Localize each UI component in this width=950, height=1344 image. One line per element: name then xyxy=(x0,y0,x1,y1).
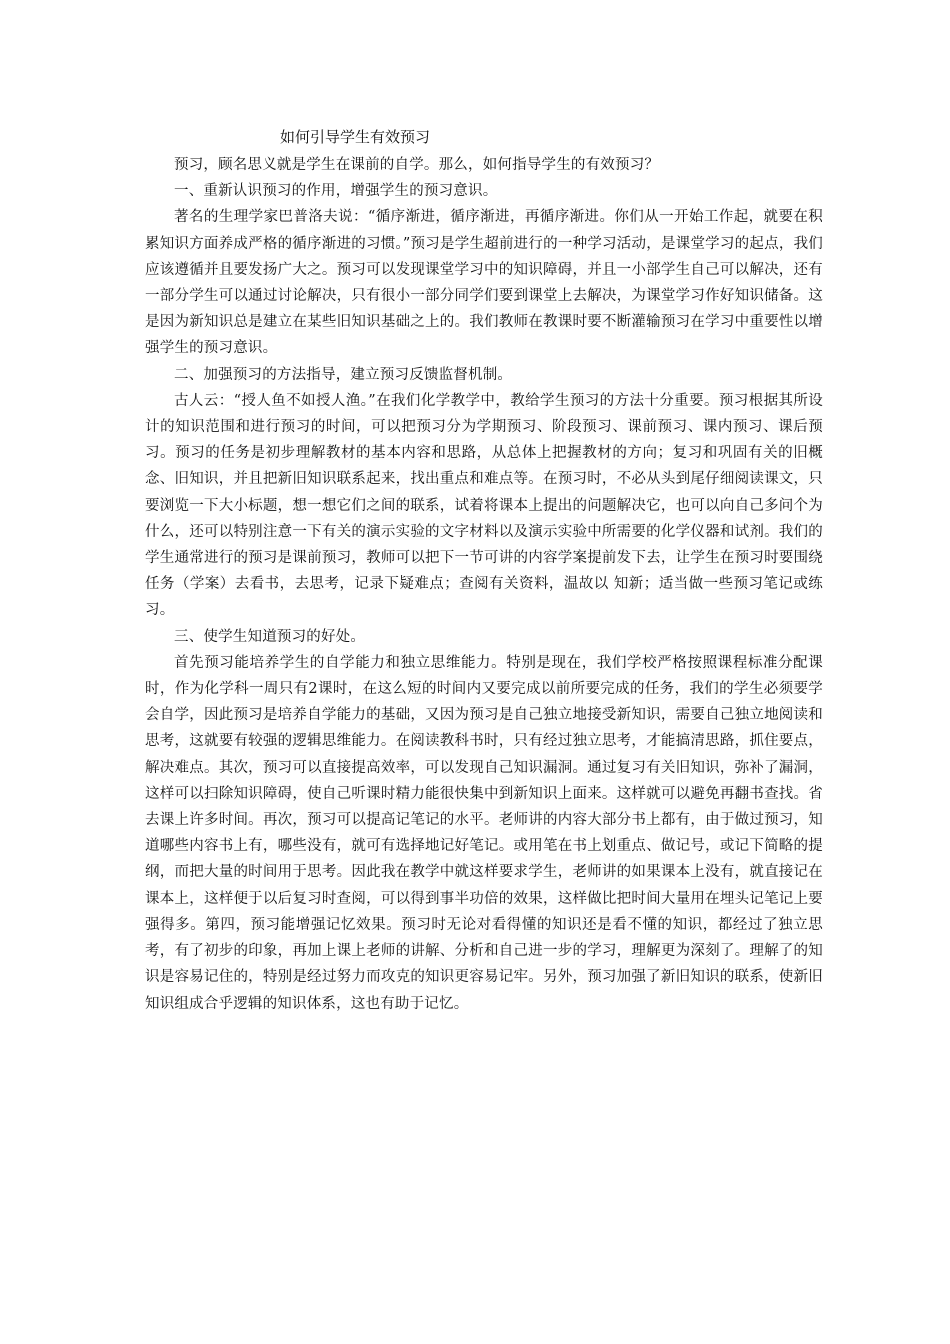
body-paragraph-1: 著名的生理学家巴普洛夫说：“循序渐进，循序渐进，再循序渐进。你们从一开始工作起，就要在积累知识方面养成严格的循序渐进的习惯。”预习是学生超前进行的一种学习活动，是课堂学习的起点，我们应该遵循并且要发扬广大之。预习可以发现课堂学习中的知识障碍，并且一小部学生自己可以解决，还有一部分学生可以通过讨论解决，只有很小一部分同学们要到课堂上去解决，为课堂学习作好知识储备。这是因为新知识总是建立在某些旧知识基础之上的。我们教师在教课时要不断灌输预习在学习中重要性以增强学生的预习意识。 xyxy=(145,209,823,357)
document-title: 如何引导学生有效预习 xyxy=(280,128,431,146)
document-page xyxy=(145,124,823,1017)
section-heading-1: 一、重新认识预习的作用，增强学生的预习意识。 xyxy=(174,183,498,200)
section-heading-3: 三、使学生知道预习的好处。 xyxy=(174,628,366,645)
body-paragraph-3: 首先预习能培养学生的自学能力和独立思维能力。特别是现在，我们学校严格按照课程标准分配课时，作为化学科一周只有2课时，在这么短的时间内又要完成以前所要完成的任务，我们的学生必须要学会自学，因此预习是培养自学能力的基础，又因为预习是自己独立地接受新知识，需要自己独立地阅读和思考，这就要有较强的逻辑思维能力。在阅读教科书时，只有经过独立思考，才能搞清思路，抓住要点，解决难点。其次，预习可以直接提高效率，可以发现自己知识漏洞。通过复习有关旧知识，弥补了漏洞，这样可以扫除知识障碍，使自己听课时精力能很快集中到新知识上面来。这样就可以避免再翻书查找。省去课上许多时间。再次，预习可以提高记笔记的水平。老师讲的内容大部分书上都有，由于做过预习，知道哪些内容书上有，哪些没有，就可有选择地记好笔记。或用笔在书上划重点、做记号，或记下简略的提纲，而把大量的时间用于思考。因此我在教学中就这样要求学生，老师讲的如果课本上没有，就直接记在课本上，这样便于以后复习时查阅，可以得到事半功倍的效果，这样做比把时间大量用在埋头记笔记上要强得多。第四，预习能增强记忆效果。预习时无论对看得懂的知识还是看不懂的知识，都经过了独立思考，有了初步的印象，再加上课上老师的讲解、分析和自己进一步的学习，理解更为深刻了。理解了的知识是容易记住的，特别是经过努力而攻克的知识更容易记牢。另外，预习加强了新旧知识的联系，使新旧知识组成合乎逻辑的知识体系，这也有助于记忆。 xyxy=(145,654,823,1012)
section-heading-2: 二、加强预习的方法指导，建立预习反馈监督机制。 xyxy=(174,366,513,383)
intro-paragraph: 预习，顾名思义就是学生在课前的自学。那么，如何指导学生的有效预习？ xyxy=(174,157,660,173)
body-paragraph-2: 古人云：“授人鱼不如授人渔。”在我们化学教学中，教给学生预习的方法十分重要。预习根据其所设计的知识范围和进行预习的时间，可以把预习分为学期预习、阶段预习、课前预习、课内预习、课后预习。预习的任务是初步理解教材的基本内容和思路，从总体上把握教材的方向；复习和巩固有关的旧概念、旧知识，并且把新旧知识联系起来，找出重点和难点等。在预习时，不必从头到尾仔细阅读课文，只要浏览一下大小标题，想一想它们之间的联系，试着将课本上提出的问题解决它，也可以向自己多问个为什么，还可以特别注意一下有关的演示实验的文字材料以及演示实验中所需要的化学仪器和试剂。我们的学生通常进行的预习是课前预习，教师可以把下一节可讲的内容学案提前发下去，让学生在预习时要围绕任务（学案）去看书，去思考，记录下疑难点；查阅有关资料，温故以 知新；适当做一些预习笔记或练习。 xyxy=(145,392,823,619)
